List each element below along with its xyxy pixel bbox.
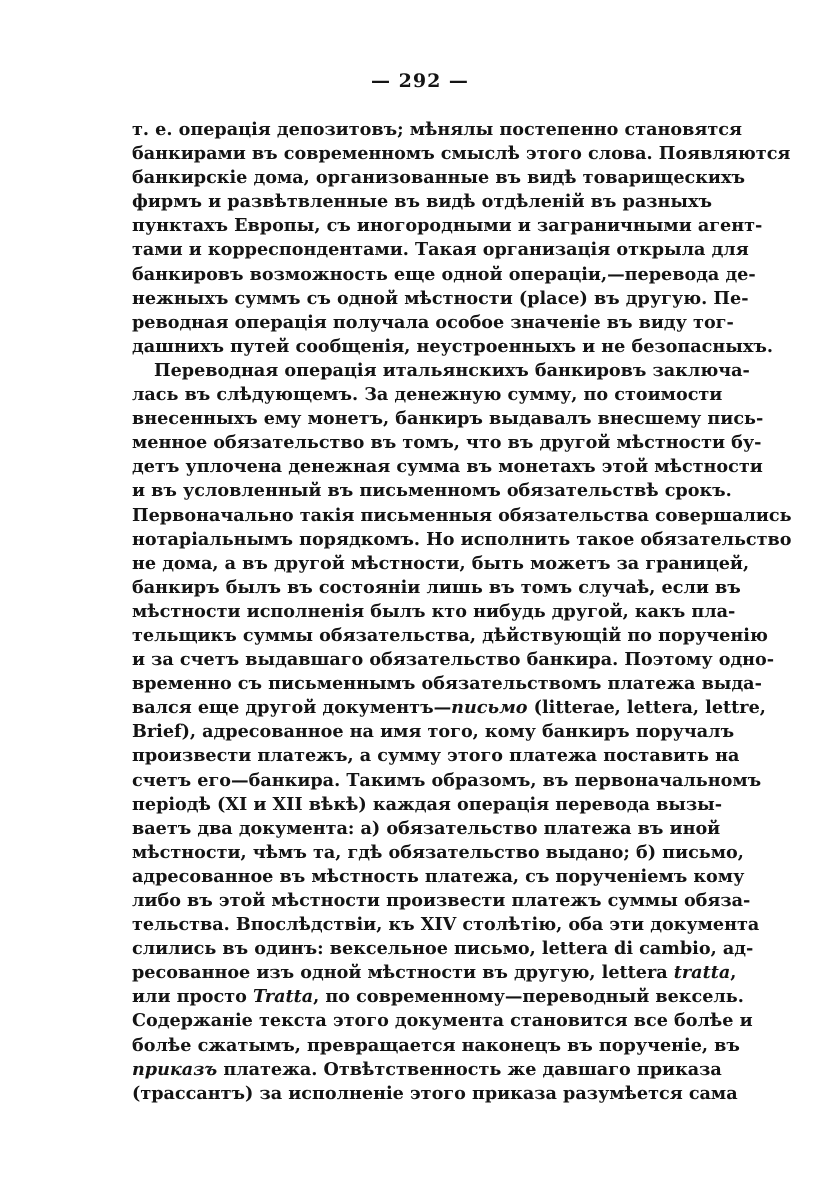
text-line	[132, 1058, 722, 1082]
text-line	[132, 118, 742, 142]
text-run: банкирскіе дома, организованные въ видѣ товарищескихъ	[132, 167, 745, 189]
page-number: — 292 —	[371, 70, 469, 92]
text-line	[132, 1082, 738, 1106]
text-line	[132, 913, 760, 937]
text-run: т. е. операція депозитовъ; мѣнялы постепенно становятся	[132, 119, 742, 140]
text-run: реводная операція получала особое значеніе въ виду тог-	[132, 311, 734, 333]
text-run: фирмъ и развѣтвленные въ видѣ отдѣленій въ разныхъ	[132, 191, 712, 213]
text-run: Переводная операція итальянскихъ банкировъ заключа-	[154, 359, 750, 381]
text-run: , по современному—переводный вексель.	[313, 986, 744, 1008]
text-run: (трассантъ) за исполненіе этого приказа разумѣется сама	[132, 1082, 738, 1104]
text-run: или просто	[132, 986, 254, 1008]
text-run: банкирами въ современномъ смыслѣ этого слова. Появляются	[132, 143, 791, 165]
text-run: ,	[730, 962, 737, 984]
text-line	[132, 1009, 753, 1033]
italic-phrase: приказъ	[132, 1058, 218, 1080]
text-run: банкиръ былъ въ состояніи лишь въ томъ случаѣ, если въ	[132, 576, 741, 598]
text-line	[132, 552, 750, 576]
text-line	[132, 576, 741, 600]
text-run: платежа. Отвѣтственность же давшаго приказа	[217, 1058, 722, 1080]
text-run: періодѣ (XI и XII вѣкѣ) каждая операція перевода вызы-	[132, 793, 723, 815]
text-line	[132, 889, 751, 913]
text-run: банкировъ возможность еще одной операціи,—перевода де-	[132, 263, 756, 285]
text-line	[132, 214, 763, 238]
text-line	[132, 744, 740, 768]
text-run: тельства. Впослѣдствіи, къ XIV столѣтію, оба эти документа	[132, 914, 760, 936]
text-run: не дома, а въ другой мѣстности, быть можетъ за границей,	[132, 552, 750, 574]
text-run: ресованное изъ одной мѣстности въ другую, lettera	[132, 962, 674, 984]
text-run: нежныхъ суммъ съ одной мѣстности (place) въ другую. Пе-	[132, 287, 749, 309]
text-run: внесенныхъ ему монетъ, банкиръ выдавалъ внесшему пись-	[132, 408, 764, 430]
text-run: Первоначально такія письменныя обязательства совершались	[132, 504, 792, 526]
text-run: и въ условленный въ письменномъ обязательствѣ срокъ.	[132, 480, 732, 502]
italic-phrase: tratta	[673, 962, 731, 984]
text-line	[132, 166, 745, 190]
text-run: мѣстности исполненія былъ кто нибудь другой, какъ пла-	[132, 600, 736, 622]
text-line	[132, 817, 721, 841]
text-line	[132, 865, 745, 889]
text-run: детъ уплочена денежная сумма въ монетахъ этой мѣстности	[132, 456, 763, 478]
text-line	[132, 407, 764, 431]
text-line	[132, 648, 775, 672]
text-line	[132, 1034, 740, 1058]
text-line	[132, 672, 762, 696]
text-run: тельщикъ суммы обязательства, дѣйствующій по порученію	[132, 624, 768, 646]
text-run: Brief), адресованное на имя того, кому банкиръ поручалъ	[132, 721, 735, 743]
text-run: либо въ этой мѣстности произвести платежъ суммы обяза-	[132, 890, 751, 911]
text-line	[132, 769, 762, 793]
text-line	[132, 624, 768, 648]
text-line	[132, 720, 735, 744]
text-run: счетъ его—банкира. Такимъ образомъ, въ первоначальномъ	[132, 769, 762, 791]
text-run: пунктахъ Европы, съ иногородными и заграничными агент-	[132, 215, 763, 237]
text-line	[132, 335, 773, 359]
text-line	[132, 431, 762, 455]
body-text	[132, 118, 792, 1106]
text-run: адресованное въ мѣстность платежа, съ порученіемъ кому	[132, 865, 745, 887]
text-line	[132, 238, 749, 262]
text-line	[132, 961, 737, 985]
text-run: тами и корреспондентами. Такая организація открыла для	[132, 239, 749, 261]
text-run: временно съ письменнымъ обязательствомъ платежа выда-	[132, 673, 762, 695]
text-line	[132, 287, 749, 311]
text-run: Содержаніе текста этого документа становится все болѣе и	[132, 1010, 753, 1032]
text-run: мѣстности, чѣмъ та, гдѣ обязательство выдано; б) письмо,	[132, 841, 744, 863]
text-run: слились въ одинъ: вексельное письмо, lettera di cambio, ад-	[132, 938, 754, 960]
text-run: лась въ слѣдующемъ. За денежную сумму, по стоимости	[132, 384, 723, 406]
text-run: (litterae, lettera, lettre,	[527, 697, 766, 719]
text-line	[132, 696, 766, 720]
text-line	[132, 985, 744, 1009]
text-run: ваетъ два документа: а) обязательство платежа въ иной	[132, 817, 721, 839]
text-run: и за счетъ выдавшаго обязательство банкира. Поэтому одно-	[132, 649, 775, 671]
italic-phrase: письмо	[451, 697, 528, 719]
text-line	[132, 190, 710, 214]
italic-phrase: Tratta	[253, 986, 314, 1008]
text-run: менное обязательство въ томъ, что въ другой мѣстности бу-	[132, 432, 762, 454]
text-run: нотаріальнымъ порядкомъ. Но исполнить такое обязательство	[132, 528, 792, 550]
text-line	[132, 841, 744, 865]
text-line	[132, 263, 756, 287]
text-line	[132, 383, 723, 407]
text-line	[132, 600, 736, 624]
text-line	[132, 793, 723, 817]
text-line	[132, 528, 792, 552]
text-line	[132, 359, 750, 383]
text-run: дашнихъ путей сообщенія, неустроенныхъ и не безопасныхъ.	[132, 335, 773, 357]
text-run: болѣе сжатымъ, превращается наконецъ въ порученіе, въ	[132, 1034, 740, 1056]
text-line	[132, 479, 732, 503]
text-line	[132, 142, 791, 166]
text-run: произвести платежъ, а сумму этого платежа поставить на	[132, 745, 740, 767]
text-line	[132, 937, 754, 961]
text-run: вался еще другой документъ—	[132, 697, 452, 719]
text-line	[132, 455, 763, 479]
text-line	[132, 311, 734, 335]
text-line	[132, 504, 792, 528]
